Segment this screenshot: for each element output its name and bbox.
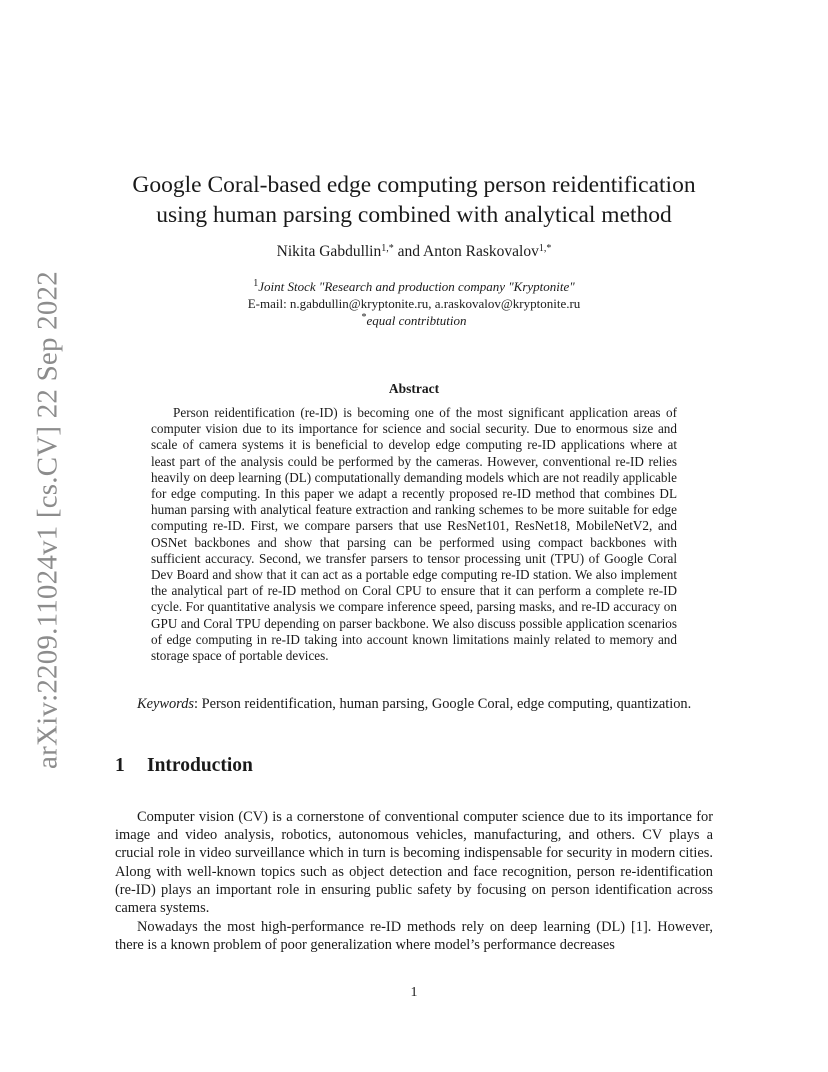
keywords-label: Keywords: [137, 696, 195, 712]
section-title: Introduction: [147, 755, 253, 776]
equal-contribution-sup: *: [361, 312, 367, 323]
author-1-affil: 1,*: [381, 243, 394, 254]
title-line-2: using human parsing combined with analytical method: [156, 202, 672, 228]
keywords-list: : Person reidentification, human parsing, Google Coral, edge computing, quantization.: [194, 696, 692, 712]
affiliation-org-line: [100, 278, 728, 295]
author-list: [100, 243, 728, 261]
affiliation-org: Joint Stock "Research and production company "Kryptonite": [258, 279, 575, 294]
equal-contribution-note: equal contribtution: [366, 313, 467, 328]
keywords-paragraph: [115, 695, 713, 713]
title-line-1: Google Coral-based edge computing person reidentification: [132, 172, 696, 198]
abstract-body: Person reidentification (re-ID) is becoming one of the most significant application areas of computer vision due to its importance for science and social security. Due to enormous size and scale of camera systems it is beneficial to develop edge computing re-ID applications where at least part of the analysis could be performed by the cameras. However, conventional re-ID relies heavily on deep learning (DL) computationally demanding models which are not readily applicable for edge computing. In this paper we adapt a recently proposed re-ID method that combines DL human parsing with analytical feature extraction and ranking schemes to be more suitable for edge computing re-ID. First, we compare parsers that use ResNet101, ResNet18, MobileNetV2, and OSNet backbones and show that parsing can be performed using compact backbones with sufficient accuracy. Second, we transfer parsers to tensor processing unit (TPU) of Google Coral Dev Board and show that it can act as a portable edge computing re-ID station. We also implement the analytical part of re-ID method on Coral CPU to ensure that it can perform a complete re-ID cycle. For quantitative analysis we compare inference speed, parsing masks, and re-ID accuracy on GPU and Coral TPU depending on parser backbone. We also discuss possible application scenarios of edge computing in re-ID taking into account known limitations mainly related to memory and storage space of portable devices.: [151, 405, 677, 664]
paper-title: [100, 170, 728, 230]
author-conjunction: and: [397, 243, 421, 260]
affiliation-email: E-mail: n.gabdullin@kryptonite.ru, a.raskovalov@kryptonite.ru: [247, 296, 581, 311]
author-1-name: Nikita Gabdullin: [276, 243, 382, 260]
author-2-name: Anton Raskovalov: [423, 243, 539, 260]
affiliation-block: [100, 278, 728, 329]
author-2-affil: 1,*: [538, 243, 552, 254]
intro-paragraph-2: Nowadays the most high-performance re-ID methods rely on deep learning (DL) [1]. However, there is a known problem of poor generalization where model’s performance decreases: [115, 919, 713, 954]
page-number: 1: [410, 985, 418, 1000]
abstract-heading: Abstract: [388, 381, 440, 396]
section-number: 1: [115, 755, 125, 776]
affiliation-sup: 1: [253, 278, 259, 289]
equal-contribution-line: [100, 312, 728, 329]
intro-paragraph-1: Computer vision (CV) is a cornerstone of conventional computer science due to its importance for image and video analysis, robotics, autonomous vehicles, manufacturing, and others. CV plays a crucial role in video surveillance which in turn is becoming indispensable for security in modern cities. Along with well-known topics such as object detection and face recognition, person re-identification (re-ID) plays an important role in ensuring public safety by focusing on person identification across camera systems.: [115, 809, 713, 917]
section-heading: [115, 755, 253, 777]
arxiv-identifier: arXiv:2209.11024v1 [cs.CV] 22 Sep 2022: [31, 271, 64, 769]
